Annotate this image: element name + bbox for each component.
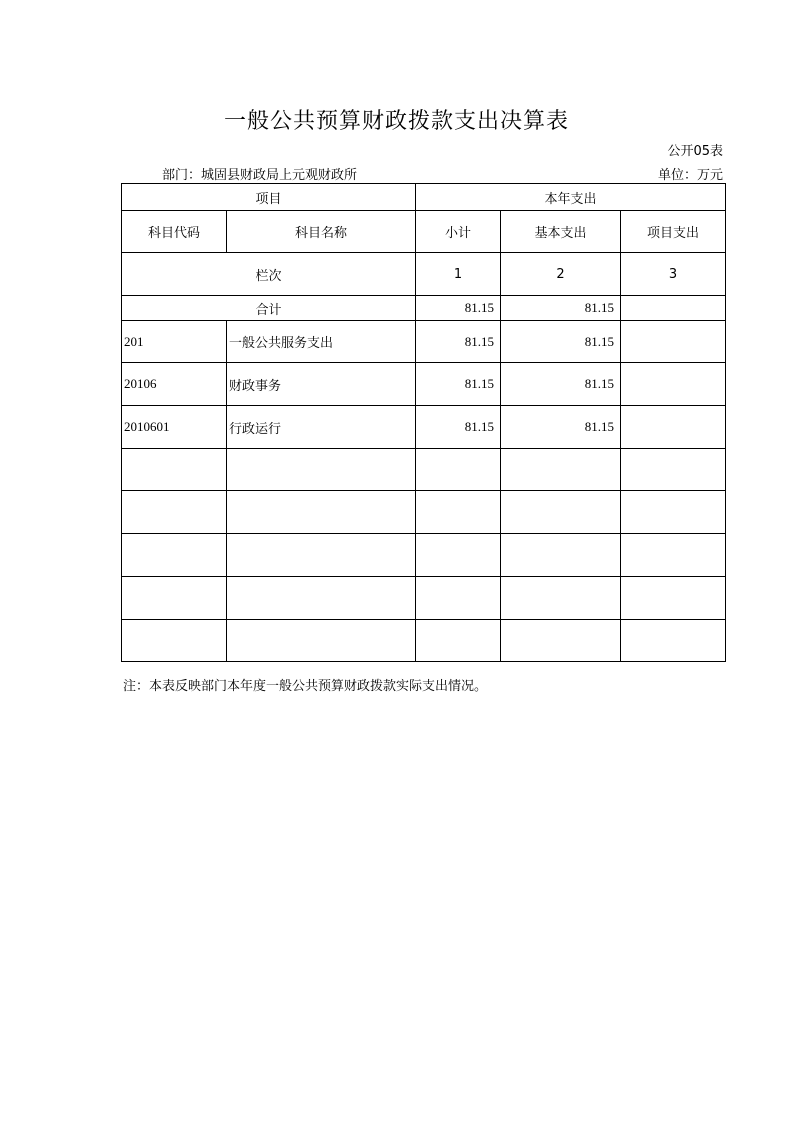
unit-label: 单位：万元 <box>657 168 723 183</box>
row-basic <box>501 491 621 534</box>
row-subtotal: 81.15 <box>416 363 501 406</box>
row-code <box>122 491 227 534</box>
header-subtotal: 小计 <box>416 211 501 253</box>
header-item: 项目 <box>122 184 416 211</box>
header-row-1 <box>122 184 726 211</box>
row-code <box>122 577 227 620</box>
header-basic: 基本支出 <box>501 211 621 253</box>
form-number: 公开05表 <box>667 144 723 159</box>
row-project <box>621 449 726 491</box>
table-row <box>122 321 726 363</box>
header-code: 科目代码 <box>122 211 227 253</box>
row-name <box>227 620 416 662</box>
row-subtotal: 81.15 <box>416 321 501 363</box>
row-basic <box>501 620 621 662</box>
row-code: 2010601 <box>122 406 227 449</box>
total-basic: 81.15 <box>501 296 621 321</box>
header-row-2 <box>122 211 726 253</box>
row-basic: 81.15 <box>501 406 621 449</box>
row-subtotal <box>416 577 501 620</box>
row-name <box>227 491 416 534</box>
row-code <box>122 534 227 577</box>
row-code <box>122 449 227 491</box>
row-name: 行政运行 <box>227 406 416 449</box>
table-row <box>122 620 726 662</box>
row-subtotal <box>416 491 501 534</box>
header-name: 科目名称 <box>227 211 416 253</box>
row-subtotal: 81.15 <box>416 406 501 449</box>
total-row <box>122 296 726 321</box>
column-number-1: 1 <box>416 253 501 296</box>
table-row <box>122 534 726 577</box>
row-code: 201 <box>122 321 227 363</box>
row-code: 20106 <box>122 363 227 406</box>
row-name <box>227 449 416 491</box>
row-project <box>621 577 726 620</box>
footnote: 注：本表反映部门本年度一般公共预算财政拨款实际支出情况。 <box>123 678 488 693</box>
table-row <box>122 491 726 534</box>
row-project <box>621 534 726 577</box>
table-row <box>122 577 726 620</box>
row-basic <box>501 577 621 620</box>
total-project <box>621 296 726 321</box>
row-name: 财政事务 <box>227 363 416 406</box>
department-label: 部门：城固县财政局上元观财政所 <box>162 168 358 183</box>
row-basic: 81.15 <box>501 363 621 406</box>
header-this-year: 本年支出 <box>416 184 726 211</box>
row-name <box>227 534 416 577</box>
column-number-label: 栏次 <box>122 253 416 296</box>
total-subtotal: 81.15 <box>416 296 501 321</box>
table-row <box>122 449 726 491</box>
row-basic <box>501 449 621 491</box>
total-label: 合计 <box>122 296 416 321</box>
row-name <box>227 577 416 620</box>
row-project <box>621 620 726 662</box>
table-row <box>122 363 726 406</box>
row-code <box>122 620 227 662</box>
row-subtotal <box>416 620 501 662</box>
row-basic <box>501 534 621 577</box>
row-subtotal <box>416 534 501 577</box>
row-subtotal <box>416 449 501 491</box>
column-number-row <box>122 253 726 296</box>
header-project: 项目支出 <box>621 211 726 253</box>
expenditure-table <box>121 183 726 662</box>
row-project <box>621 406 726 449</box>
column-number-2: 2 <box>501 253 621 296</box>
row-project <box>621 363 726 406</box>
row-basic: 81.15 <box>501 321 621 363</box>
row-project <box>621 321 726 363</box>
row-name: 一般公共服务支出 <box>227 321 416 363</box>
table-row <box>122 406 726 449</box>
page-title: 一般公共预算财政拨款支出决算表 <box>223 109 569 134</box>
column-number-3: 3 <box>621 253 726 296</box>
row-project <box>621 491 726 534</box>
